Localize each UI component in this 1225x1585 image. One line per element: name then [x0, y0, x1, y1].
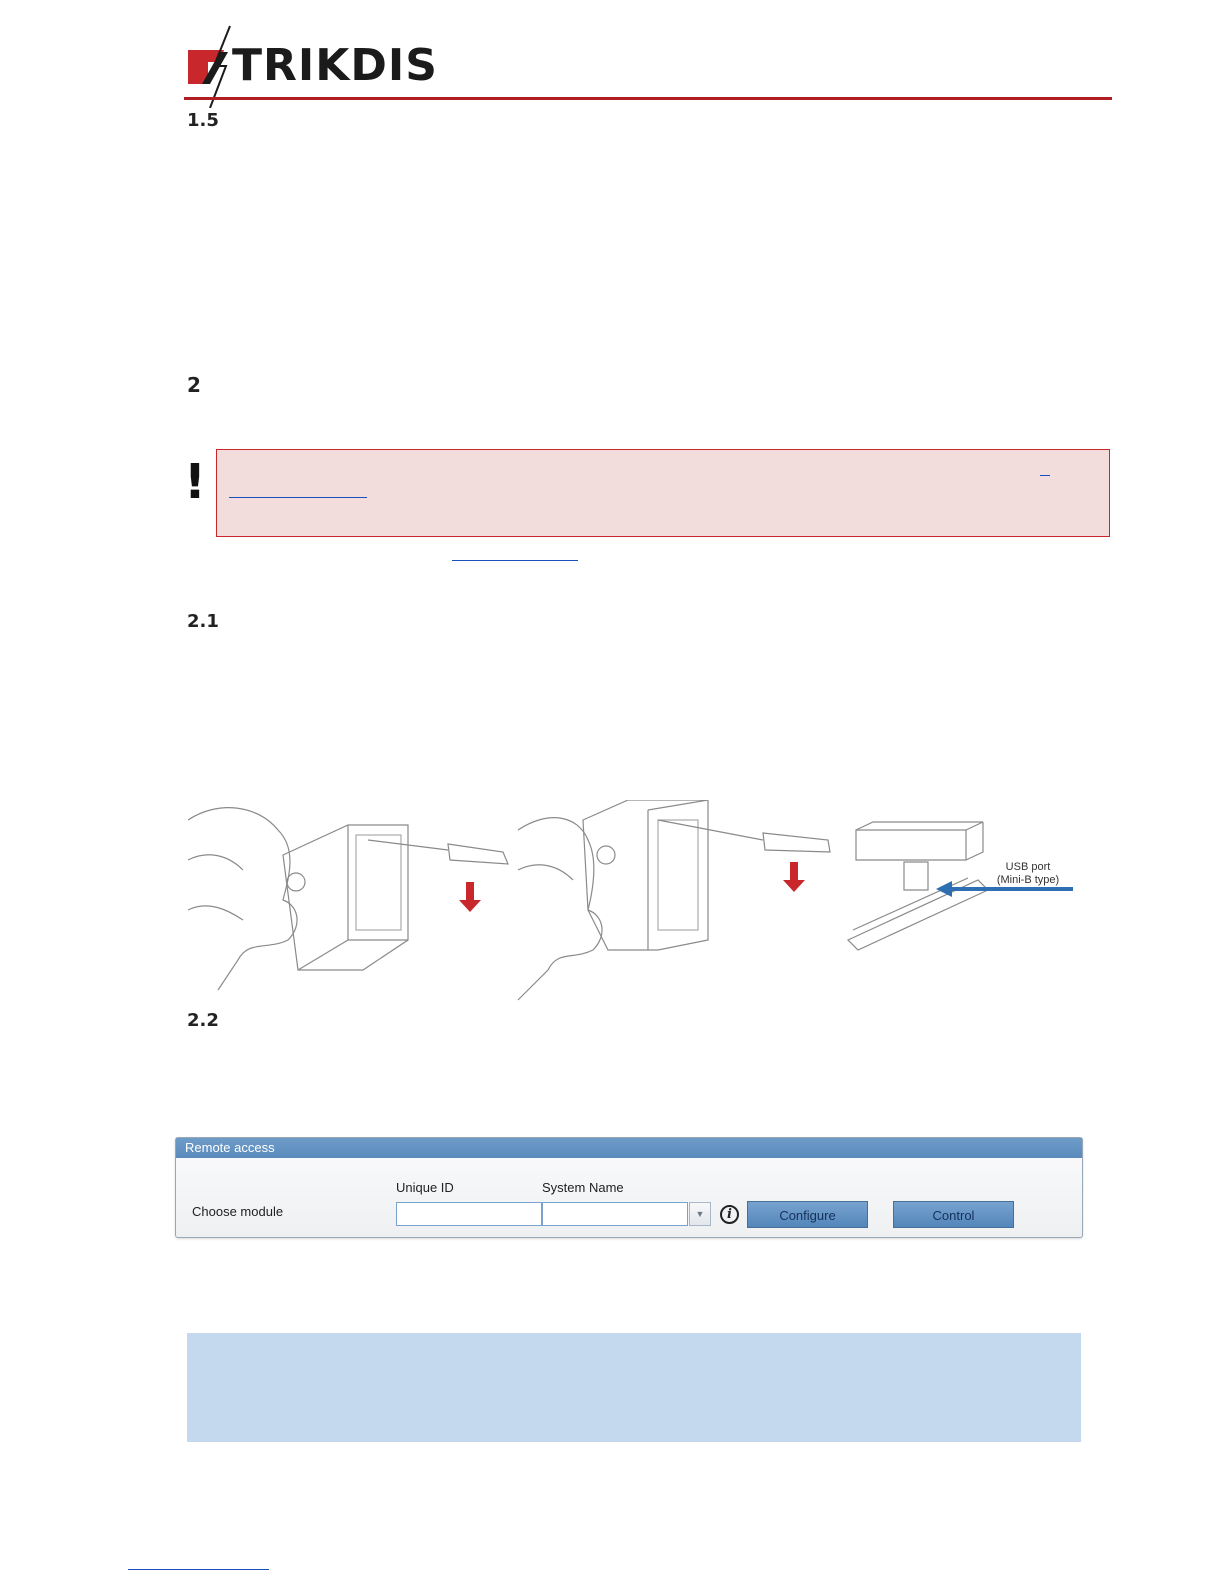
inline-link-underline[interactable]	[452, 560, 578, 561]
footer-link-underline[interactable]	[128, 1569, 269, 1570]
control-button[interactable]: Control	[893, 1201, 1014, 1228]
installation-illustration	[188, 800, 1088, 1005]
warning-link-underline[interactable]	[1040, 475, 1050, 476]
system-name-label: System Name	[542, 1180, 624, 1195]
configure-button[interactable]: Configure	[747, 1201, 868, 1228]
remote-access-title: Remote access	[176, 1138, 1082, 1158]
remote-access-panel	[175, 1137, 1083, 1238]
note-box	[187, 1333, 1081, 1442]
system-name-input[interactable]	[542, 1202, 688, 1226]
exclamation-icon: !	[184, 454, 206, 510]
section-heading-1-5: 1.5	[187, 110, 219, 131]
warning-box	[216, 449, 1110, 537]
usb-port-label: USB port	[1005, 861, 1051, 873]
warning-link-underline-2[interactable]	[229, 497, 367, 498]
info-icon[interactable]: i	[720, 1205, 739, 1224]
section-heading-2-1: 2.1	[187, 611, 219, 632]
brand-name: TRIKDIS	[232, 40, 438, 91]
chevron-down-icon[interactable]: ▼	[689, 1202, 711, 1226]
unique-id-label: Unique ID	[396, 1180, 454, 1195]
unique-id-input[interactable]	[396, 1202, 542, 1226]
section-heading-2: 2	[187, 373, 201, 397]
header-rule	[184, 97, 1112, 100]
usb-port-type-label: (Mini-B type)	[996, 874, 1060, 886]
choose-module-label: Choose module	[192, 1204, 284, 1219]
section-heading-2-2: 2.2	[187, 1010, 219, 1031]
